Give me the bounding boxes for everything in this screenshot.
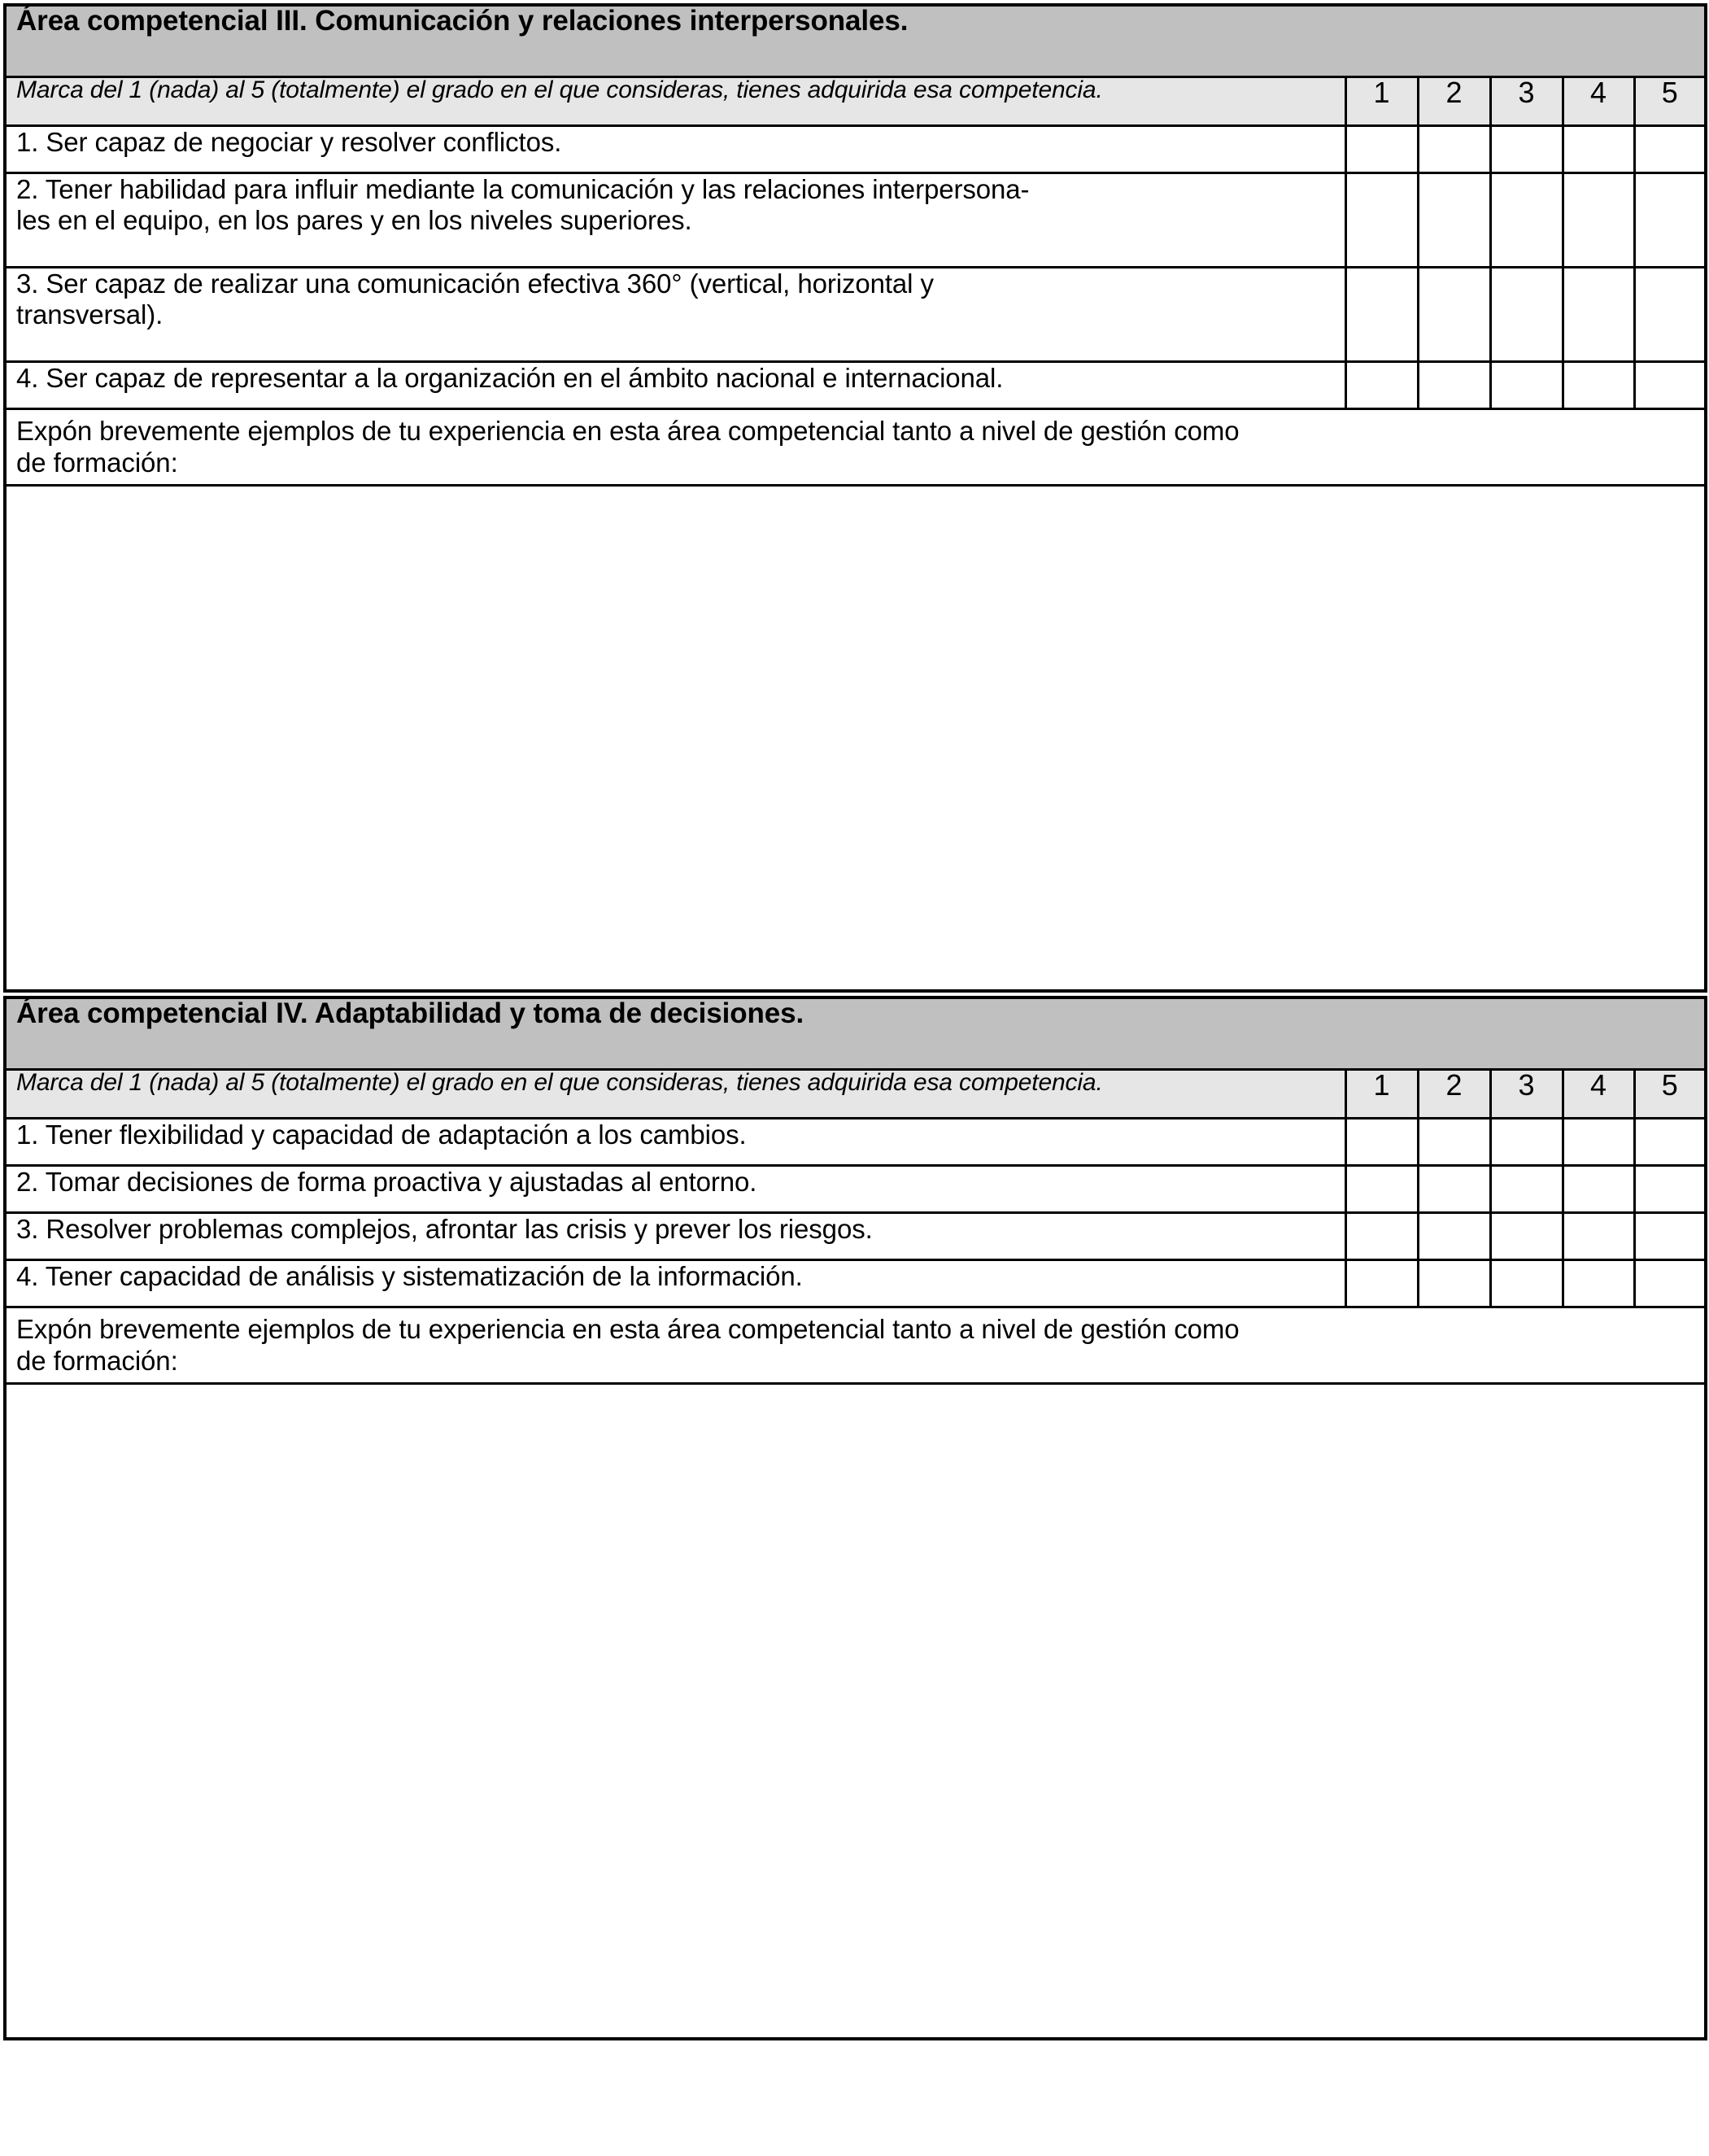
free-text-answer-area[interactable] — [5, 1383, 1706, 2039]
scale-label: 1 — [1373, 1067, 1390, 1102]
table-row — [5, 172, 1706, 267]
rating-checkbox-2[interactable] — [1418, 125, 1490, 172]
free-text-prompt-line-2: de formación: — [16, 1346, 178, 1377]
competency-item-text — [16, 174, 1336, 244]
rating-checkbox-3[interactable] — [1490, 1259, 1563, 1307]
free-text-prompt-line-1: Expón brevemente ejemplos de tu experiencia en esta área competencial tanto a nivel de gestión como — [16, 1313, 1240, 1344]
competency-item-cell — [5, 1259, 1345, 1307]
table-row — [5, 1118, 1706, 1165]
competency-item-line-2: les en el equipo, en los pares y en los niveles superiores. — [16, 205, 692, 236]
scale-header-row — [5, 76, 1706, 125]
competency-item-cell — [5, 1118, 1345, 1165]
rating-checkbox-5[interactable] — [1634, 1259, 1706, 1307]
rating-checkbox-4[interactable] — [1563, 1259, 1634, 1307]
competency-section-area-iv — [3, 996, 1707, 2040]
scale-header-4 — [1563, 1069, 1634, 1118]
scale-label: 3 — [1518, 75, 1535, 109]
scale-header-1 — [1345, 1069, 1418, 1118]
rating-checkbox-4[interactable] — [1563, 1165, 1634, 1212]
rating-checkbox-2[interactable] — [1418, 1118, 1490, 1165]
free-text-prompt-cell — [5, 1307, 1706, 1383]
free-text-prompt-row — [5, 408, 1706, 485]
competency-item-cell — [5, 267, 1345, 361]
section-title-row — [5, 5, 1706, 76]
scale-header-5 — [1634, 1069, 1706, 1118]
rating-checkbox-4[interactable] — [1563, 1212, 1634, 1259]
free-text-answer-area[interactable] — [5, 485, 1706, 991]
rating-checkbox-4[interactable] — [1563, 125, 1634, 172]
rating-checkbox-1[interactable] — [1345, 1118, 1418, 1165]
scale-header-1 — [1345, 76, 1418, 125]
scale-header-3 — [1490, 76, 1563, 125]
competency-item-cell — [5, 1212, 1345, 1259]
section-title-cell — [5, 997, 1706, 1069]
rating-checkbox-2[interactable] — [1418, 361, 1490, 408]
rating-checkbox-4[interactable] — [1563, 172, 1634, 267]
competency-item-cell — [5, 361, 1345, 408]
rating-checkbox-1[interactable] — [1345, 172, 1418, 267]
table-row — [5, 361, 1706, 408]
rating-checkbox-3[interactable] — [1490, 1165, 1563, 1212]
rating-checkbox-5[interactable] — [1634, 361, 1706, 408]
competency-item-text: 4. Ser capaz de representar a la organización en el ámbito nacional e internacional. — [16, 362, 1004, 393]
section-title-row — [5, 997, 1706, 1069]
competency-item-text: 4. Tener capacidad de análisis y sistematización de la información. — [16, 1260, 803, 1291]
table-row — [5, 1259, 1706, 1307]
rating-checkbox-1[interactable] — [1345, 1165, 1418, 1212]
page-title: Área competencial IV. Adaptabilidad y toma de decisiones. — [16, 997, 804, 1030]
free-text-prompt — [16, 1308, 1696, 1382]
scale-instruction-text: Marca del 1 (nada) al 5 (totalmente) el grado en el que consideras, tienes adquirida esa competencia. — [16, 76, 1103, 103]
rating-checkbox-2[interactable] — [1418, 267, 1490, 361]
rating-checkbox-4[interactable] — [1563, 1118, 1634, 1165]
rating-checkbox-5[interactable] — [1634, 172, 1706, 267]
scale-instruction-text: Marca del 1 (nada) al 5 (totalmente) el grado en el que consideras, tienes adquirida esa competencia. — [16, 1068, 1103, 1096]
page-title: Área competencial III. Comunicación y relaciones interpersonales. — [16, 5, 909, 37]
free-text-prompt-line-2: de formación: — [16, 447, 178, 478]
table-row — [5, 125, 1706, 172]
competency-item-text — [16, 268, 1336, 338]
scale-label: 5 — [1661, 1067, 1678, 1102]
scale-label: 2 — [1445, 1067, 1463, 1102]
scale-label: 4 — [1589, 1067, 1607, 1102]
rating-checkbox-1[interactable] — [1345, 1259, 1418, 1307]
competency-item-cell — [5, 125, 1345, 172]
rating-checkbox-5[interactable] — [1634, 267, 1706, 361]
scale-label: 1 — [1373, 75, 1390, 109]
table-row — [5, 1212, 1706, 1259]
section-title-cell — [5, 5, 1706, 76]
rating-checkbox-5[interactable] — [1634, 1118, 1706, 1165]
scale-header-3 — [1490, 1069, 1563, 1118]
free-text-prompt-line-1: Expón brevemente ejemplos de tu experiencia en esta área competencial tanto a nivel de gestión como — [16, 415, 1240, 446]
rating-checkbox-3[interactable] — [1490, 267, 1563, 361]
scale-header-row — [5, 1069, 1706, 1118]
free-text-prompt-cell — [5, 408, 1706, 485]
scale-label: 4 — [1589, 75, 1607, 109]
rating-checkbox-4[interactable] — [1563, 361, 1634, 408]
scale-header-2 — [1418, 76, 1490, 125]
rating-checkbox-2[interactable] — [1418, 1165, 1490, 1212]
free-text-answer-row — [5, 1383, 1706, 2039]
rating-checkbox-3[interactable] — [1490, 1212, 1563, 1259]
rating-checkbox-2[interactable] — [1418, 1259, 1490, 1307]
rating-checkbox-3[interactable] — [1490, 361, 1563, 408]
rating-checkbox-4[interactable] — [1563, 267, 1634, 361]
table-row — [5, 1165, 1706, 1212]
free-text-prompt — [16, 410, 1696, 484]
rating-checkbox-2[interactable] — [1418, 1212, 1490, 1259]
rating-checkbox-3[interactable] — [1490, 1118, 1563, 1165]
competency-item-cell — [5, 1165, 1345, 1212]
scale-header-2 — [1418, 1069, 1490, 1118]
scale-instruction-cell — [5, 1069, 1345, 1118]
scale-label: 2 — [1445, 75, 1463, 109]
rating-checkbox-3[interactable] — [1490, 125, 1563, 172]
competency-section-area-iii — [3, 3, 1707, 993]
rating-checkbox-3[interactable] — [1490, 172, 1563, 267]
table-row — [5, 267, 1706, 361]
rating-checkbox-5[interactable] — [1634, 125, 1706, 172]
scale-header-4 — [1563, 76, 1634, 125]
rating-checkbox-1[interactable] — [1345, 361, 1418, 408]
competency-item-line-1: 3. Ser capaz de realizar una comunicación efectiva 360° (vertical, horizontal y — [16, 268, 934, 299]
competency-item-text: 3. Resolver problemas complejos, afrontar las crisis y prever los riesgos. — [16, 1213, 873, 1244]
competency-item-text: 1. Ser capaz de negociar y resolver conflictos. — [16, 126, 562, 157]
free-text-prompt-row — [5, 1307, 1706, 1383]
scale-label: 5 — [1661, 75, 1678, 109]
rating-checkbox-1[interactable] — [1345, 125, 1418, 172]
scale-header-5 — [1634, 76, 1706, 125]
competency-item-line-2: transversal). — [16, 299, 163, 330]
rating-checkbox-5[interactable] — [1634, 1165, 1706, 1212]
competency-item-text: 2. Tomar decisiones de forma proactiva y ajustadas al entorno. — [16, 1166, 757, 1197]
rating-checkbox-2[interactable] — [1418, 172, 1490, 267]
competency-item-cell — [5, 172, 1345, 267]
rating-checkbox-1[interactable] — [1345, 267, 1418, 361]
competency-item-line-1: 2. Tener habilidad para influir mediante la comunicación y las relaciones interpersona- — [16, 173, 1030, 204]
scale-instruction-cell — [5, 76, 1345, 125]
rating-checkbox-1[interactable] — [1345, 1212, 1418, 1259]
rating-checkbox-5[interactable] — [1634, 1212, 1706, 1259]
free-text-answer-row — [5, 485, 1706, 991]
competency-item-text: 1. Tener flexibilidad y capacidad de adaptación a los cambios. — [16, 1119, 747, 1150]
scale-label: 3 — [1518, 1067, 1535, 1102]
